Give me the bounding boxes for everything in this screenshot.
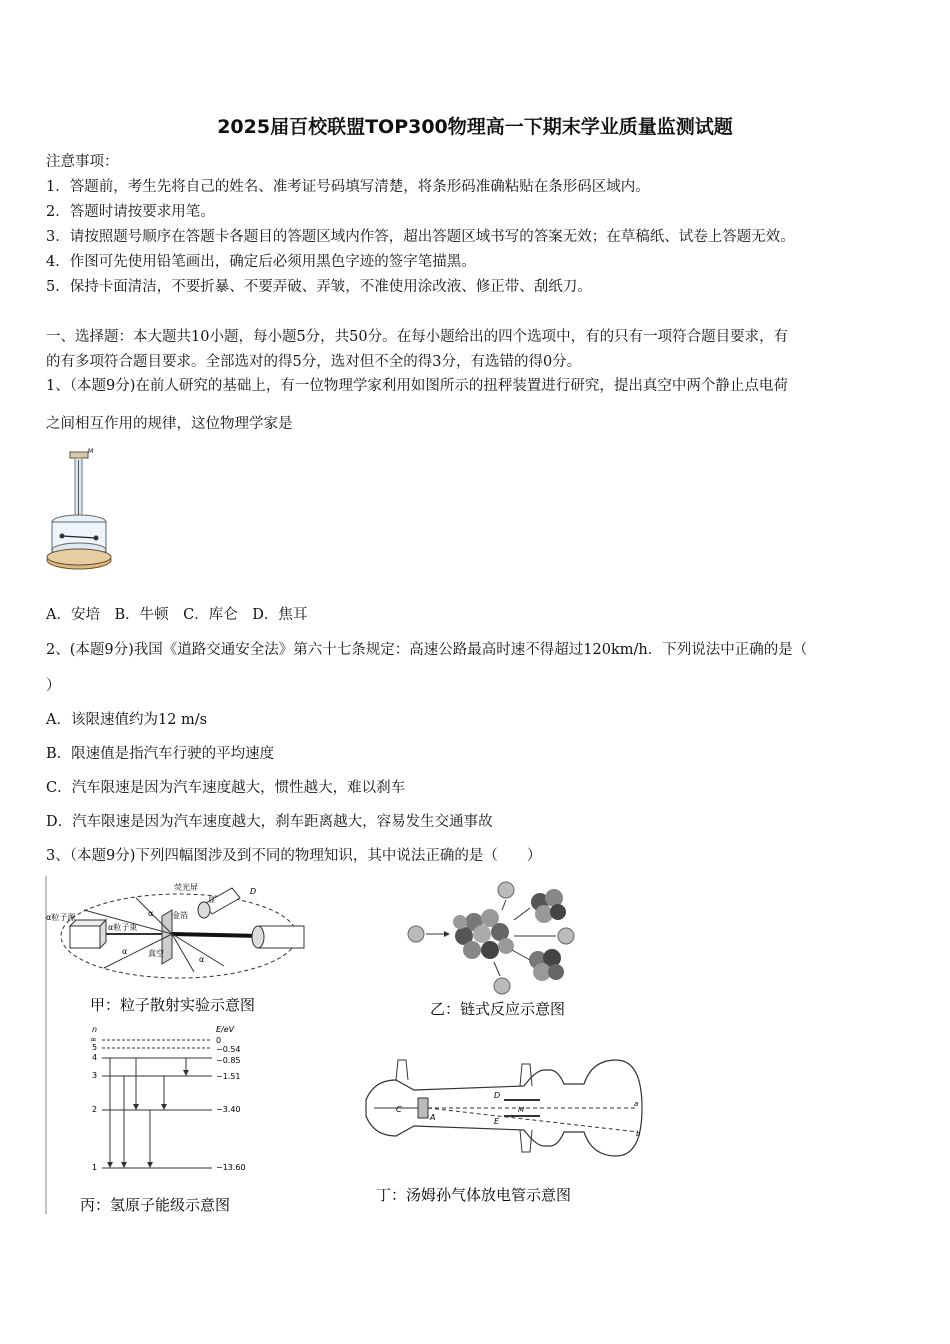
q2-option-a: A．该限速值约为12 m/s <box>46 712 208 728</box>
notice-item-5: 5．保持卡面清洁，不要折暴、不要弄破、弄皱，不准使用涂改液、修正带、刮纸刀。 <box>46 279 592 295</box>
tube-label-d: D <box>494 1091 501 1100</box>
torsion-balance-figure <box>46 446 116 578</box>
level-n-5: 5 <box>92 1043 98 1052</box>
q2-option-c: C．汽车限速是因为汽车速度越大，惯性越大，难以刹车 <box>46 780 406 796</box>
tube-label-b: b <box>636 1130 641 1138</box>
level-e-inf: 0 <box>216 1036 222 1045</box>
q1-options: A．安培 B．牛顿 C．库仑 D．焦耳 <box>46 607 308 623</box>
energy-e-label: E/eV <box>216 1025 235 1034</box>
level-e-2: −3.40 <box>216 1105 241 1114</box>
level-e-3: −1.51 <box>216 1072 241 1081</box>
q2-option-b: B．限速值是指汽车行驶的平均速度 <box>46 746 275 762</box>
label-microscope: 显 <box>208 896 215 904</box>
q2-stem-line-2: ） <box>46 678 61 694</box>
level-e-5: −0.54 <box>216 1045 241 1054</box>
exam-title: 2025届百校联盟TOP300物理高一下期末学业质量监测试题 <box>217 116 733 138</box>
notice-item-2: 2．答题时请按要求用笔。 <box>46 204 215 220</box>
label-alpha-2: α <box>199 955 205 964</box>
level-n-inf: ∞ <box>90 1035 97 1044</box>
caption-bing: 丙：氢原子能级示意图 <box>80 1196 231 1214</box>
q3-figures <box>44 874 644 1216</box>
caption-yi: 乙：链式反应示意图 <box>430 1000 566 1018</box>
label-alpha-3: α <box>122 947 128 956</box>
tube-label-a2: a <box>634 1100 639 1108</box>
thomson-tube-diagram <box>366 1060 642 1204</box>
q2-option-d: D．汽车限速是因为汽车速度越大，刹车距离越大，容易发生交通事故 <box>46 814 493 830</box>
notice-heading: 注意事项： <box>46 154 119 170</box>
q1-stem-line-1: 1、（本题9分)在前人研究的基础上，有一位物理学家利用如图所示的扭秤装置进行研究，提出真空中两个静止点电荷 <box>46 378 788 394</box>
q1-stem-line-2: 之间相互作用的规律，这位物理学家是 <box>46 416 293 432</box>
level-n-2: 2 <box>92 1105 98 1114</box>
alpha-scattering-diagram <box>46 882 304 1014</box>
section-intro-line-1: 一、选择题：本大题共10小题，每小题5分，共50分。在每小题给出的四个选项中，有的只有一项符合题目要求，有 <box>46 329 789 345</box>
label-alpha-1: α <box>148 909 154 918</box>
level-e-4: −0.85 <box>216 1056 241 1065</box>
level-n-3: 3 <box>92 1071 98 1080</box>
level-n-1: 1 <box>92 1163 98 1172</box>
level-n-4: 4 <box>92 1053 98 1062</box>
notice-item-4: 4．作图可先使用铅笔画出，确定后必须用黑色字迹的签字笔描黑。 <box>46 254 476 270</box>
label-d: D <box>250 887 257 896</box>
caption-jia: 甲：粒子散射实验示意图 <box>90 996 256 1014</box>
q3-stem: 3、（本题9分)下列四幅图涉及到不同的物理知识，其中说法正确的是（ ） <box>46 848 542 864</box>
chain-reaction-diagram <box>408 882 574 1018</box>
tube-label-c: C <box>396 1105 402 1114</box>
notice-item-1: 1．答题前，考生先将自己的姓名、准考证号码填写清楚，将条形码准确粘贴在条形码区域内。 <box>46 179 650 195</box>
section-intro-line-2: 的有多项符合题目要求。全部选对的得5分，选对但不全的得3分，有选错的得0分。 <box>46 354 582 370</box>
energy-n-label: n <box>92 1025 98 1034</box>
label-alpha-source: α粒子源 <box>46 913 76 922</box>
level-e-1: −13.60 <box>216 1163 246 1172</box>
caption-ding: 丁：汤姆孙气体放电管示意图 <box>376 1186 572 1204</box>
tube-label-e: E <box>494 1117 500 1126</box>
tube-label-m: M <box>518 1106 525 1114</box>
notice-item-3: 3．请按照题号顺序在答题卡各题目的答题区域内作答，超出答题区域书写的答案无效；在草稿纸、试卷上答题无效。 <box>46 229 795 245</box>
label-screen: 荧光屏 <box>174 883 198 892</box>
tube-label-a: A <box>430 1113 436 1122</box>
label-vacuum: 真空 <box>148 949 164 958</box>
label-alpha-beam: α粒子束 <box>108 923 138 932</box>
label-foil: 金箔 <box>172 911 188 920</box>
figure-label-m: M <box>88 448 94 455</box>
energy-level-diagram <box>80 1025 246 1214</box>
q2-stem-line-1: 2、(本题9分)我国《道路交通安全法》第六十七条规定：高速公路最高时速不得超过120km/h．下列说法中正确的是（ <box>46 642 808 658</box>
